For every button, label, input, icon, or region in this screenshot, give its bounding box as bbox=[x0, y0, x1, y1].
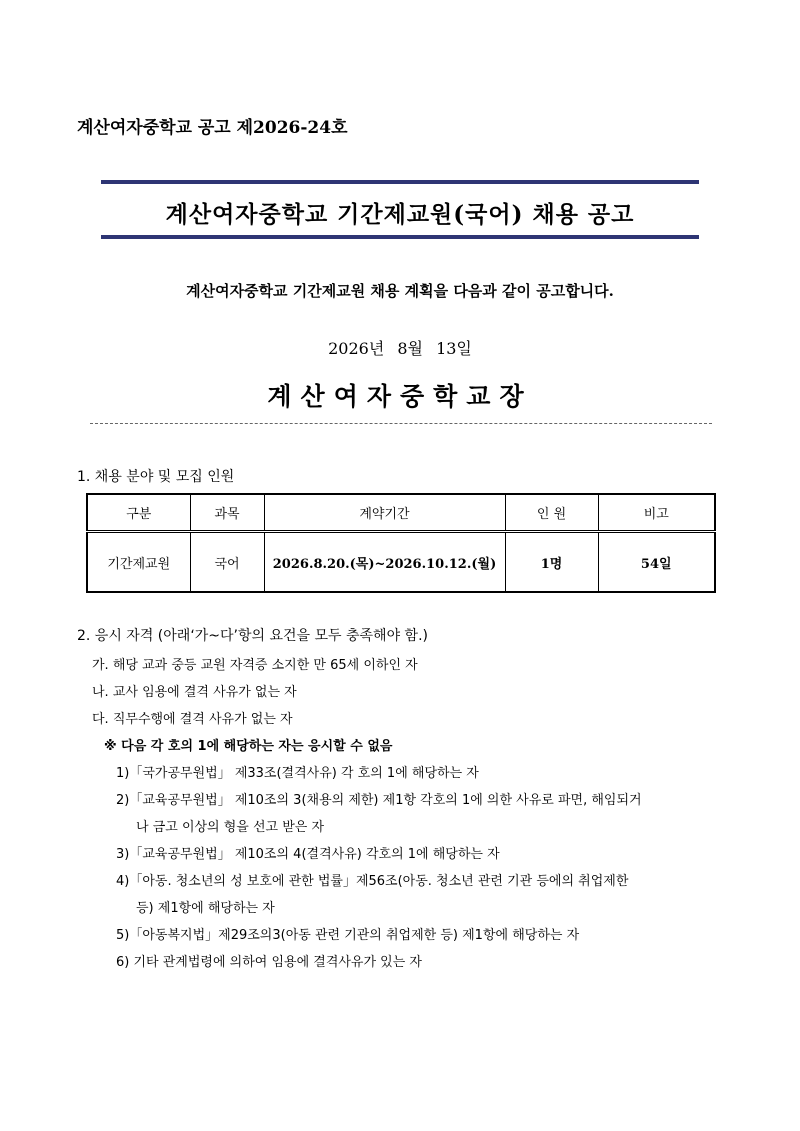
disqualification-item: 1)「국가공무원법」 제33조(결격사유) 각 호의 1에 해당하는 자 bbox=[116, 766, 479, 781]
intro-text: 계산여자중학교 기간제교원 채용 계획을 다음과 같이 공고합니다. bbox=[186, 282, 614, 300]
cell-headcount: 1명 bbox=[505, 532, 598, 593]
disqualification-item-continued: 등) 제1항에 해당하는 자 bbox=[136, 901, 275, 916]
qualification-item-da: 다. 직무수행에 결격 사유가 없는 자 bbox=[92, 712, 293, 727]
disqualification-item: 5)「아동복지법」제29조의3(아동 관련 기관의 취업제한 등) 제1항에 해당하는 자 bbox=[116, 928, 580, 943]
column-header-category: 구분 bbox=[87, 494, 190, 532]
document-title: 계산여자중학교 기간제교원(국어) 채용 공고 bbox=[165, 201, 635, 228]
disqualification-item-continued: 나 금고 이상의 형을 선고 받은 자 bbox=[136, 820, 325, 835]
notice-date: 2026년 8월 13일 bbox=[328, 339, 472, 358]
title-rule-top bbox=[101, 180, 699, 184]
notice-number: 계산여자중학교 공고 제2026-24호 bbox=[77, 118, 348, 138]
disqualification-item: 4)「아동. 청소년의 성 보호에 관한 법률」제56조(아동. 청소년 관련 기관 등에의 취업제한 bbox=[116, 874, 629, 889]
cell-remarks: 54일 bbox=[598, 532, 715, 593]
column-header-contract-period: 계약기간 bbox=[264, 494, 505, 532]
title-rule-bottom bbox=[101, 235, 699, 239]
recruitment-table bbox=[86, 493, 716, 593]
table-header-row bbox=[87, 494, 715, 532]
cell-category: 기간제교원 bbox=[107, 556, 171, 572]
qualification-item-na: 나. 교사 임용에 결격 사유가 없는 자 bbox=[92, 685, 297, 700]
disqualification-item: 2)「교육공무원법」 제10조의 3(채용의 제한) 제1항 각호의 1에 의한 사유로 파면, 해임되거 bbox=[116, 793, 642, 808]
section-1-title: 1. 채용 분야 및 모집 인원 bbox=[77, 469, 235, 485]
disqualification-item: 6) 기타 관계법령에 의하여 임용에 결격사유가 있는 자 bbox=[116, 955, 422, 970]
table-row bbox=[87, 532, 715, 593]
column-header-subject: 과목 bbox=[190, 494, 264, 532]
qualification-item-ga: 가. 해당 교과 중등 교원 자격증 소지한 만 65세 이하인 자 bbox=[92, 658, 418, 673]
section-2-title: 2. 응시 자격 (아래‘가~다’항의 요건을 모두 충족해야 함.) bbox=[77, 628, 428, 644]
principal-signature: 계산여자중학교장 bbox=[267, 382, 533, 411]
cell-contract-period: 2026.8.20.(목)~2026.10.12.(월) bbox=[264, 532, 505, 593]
column-header-remarks: 비고 bbox=[598, 494, 715, 532]
column-header-headcount: 인 원 bbox=[505, 494, 598, 532]
cell-subject: 국어 bbox=[190, 532, 264, 593]
dashed-divider bbox=[90, 423, 712, 424]
disqualification-note-title: ※ 다음 각 호의 1에 해당하는 자는 응시할 수 없음 bbox=[104, 739, 393, 754]
disqualification-item: 3)「교육공무원법」 제10조의 4(결격사유) 각호의 1에 해당하는 자 bbox=[116, 847, 500, 862]
